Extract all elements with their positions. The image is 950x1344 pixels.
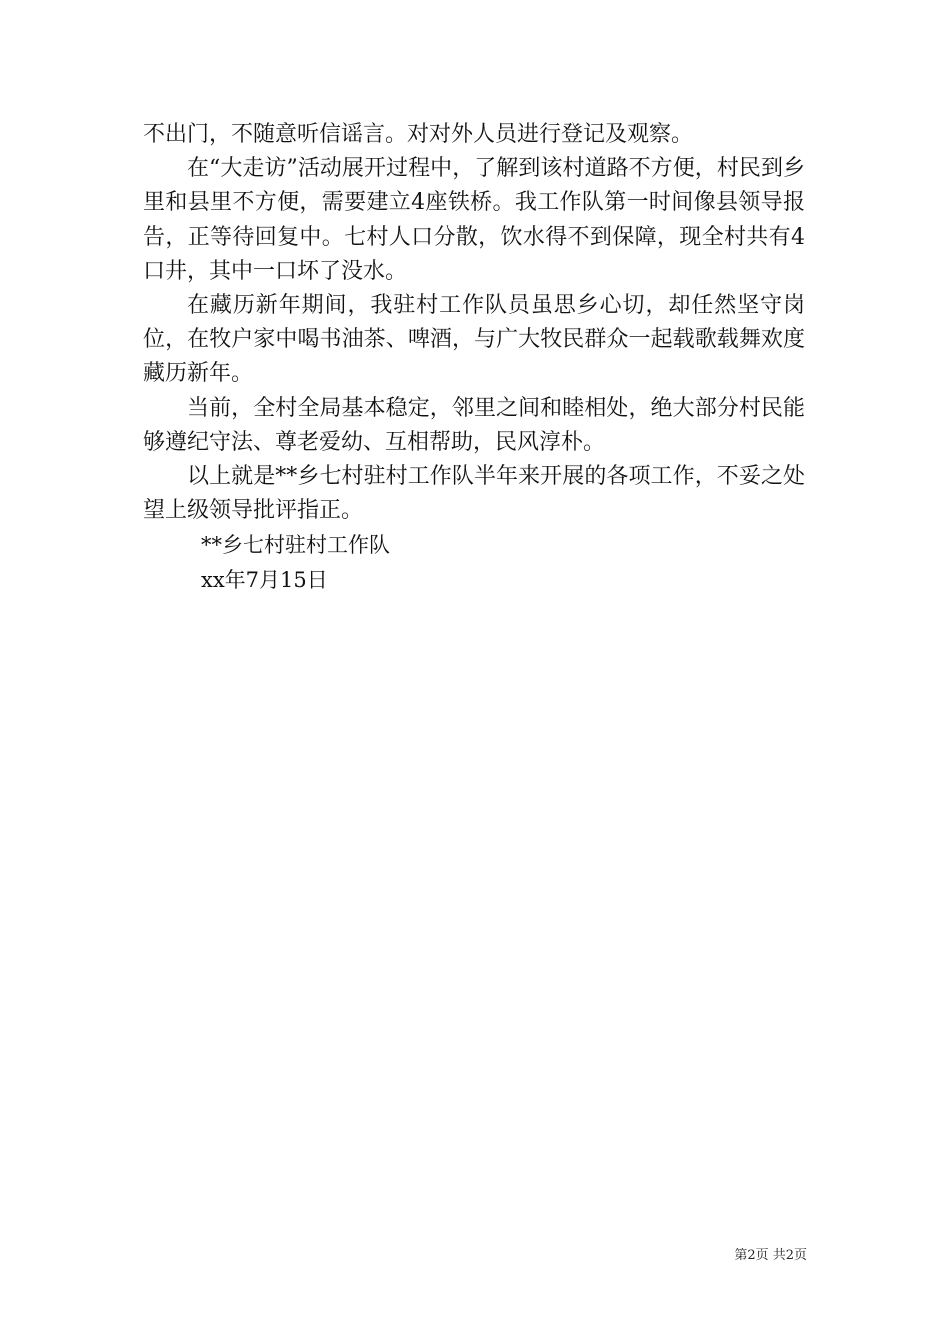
signature-date: xx年7月15日 <box>201 567 328 592</box>
paragraph-current-status: 当前，全村全局基本稳定，邻里之间和睦相处，绝大部分村民能够遵纪守法、尊老爱幼、互相帮助，民风淳朴。 <box>143 395 805 455</box>
paragraph-new-year: 在藏历新年期间，我驻村工作队员虽思乡心切，却任然坚守岗位，在牧户家中喝书油茶、啤酒，与广大牧民群众一起载歌载舞欢度藏历新年。 <box>143 293 805 387</box>
document-body <box>143 118 805 597</box>
paragraph-conclusion: 以上就是**乡七村驻村工作队半年来开展的各项工作，不妥之处望上级领导批评指正。 <box>143 464 805 524</box>
signature-organization: **乡七村驻村工作队 <box>201 533 390 558</box>
paragraph-visit-findings: 在“大走访”活动展开过程中，了解到该村道路不方便，村民到乡里和县里不方便，需要建立4座铁桥。我工作队第一时间像县领导报告，正等待回复中。七村人口分散，饮水得不到保障，现全村共有4口井，其中一口坏了没水。 <box>143 156 805 284</box>
page-number-footer: 第2页 共2页 <box>734 1248 807 1263</box>
paragraph-continuation: 不出门，不随意听信谣言。对对外人员进行登记及观察。 <box>143 122 694 147</box>
